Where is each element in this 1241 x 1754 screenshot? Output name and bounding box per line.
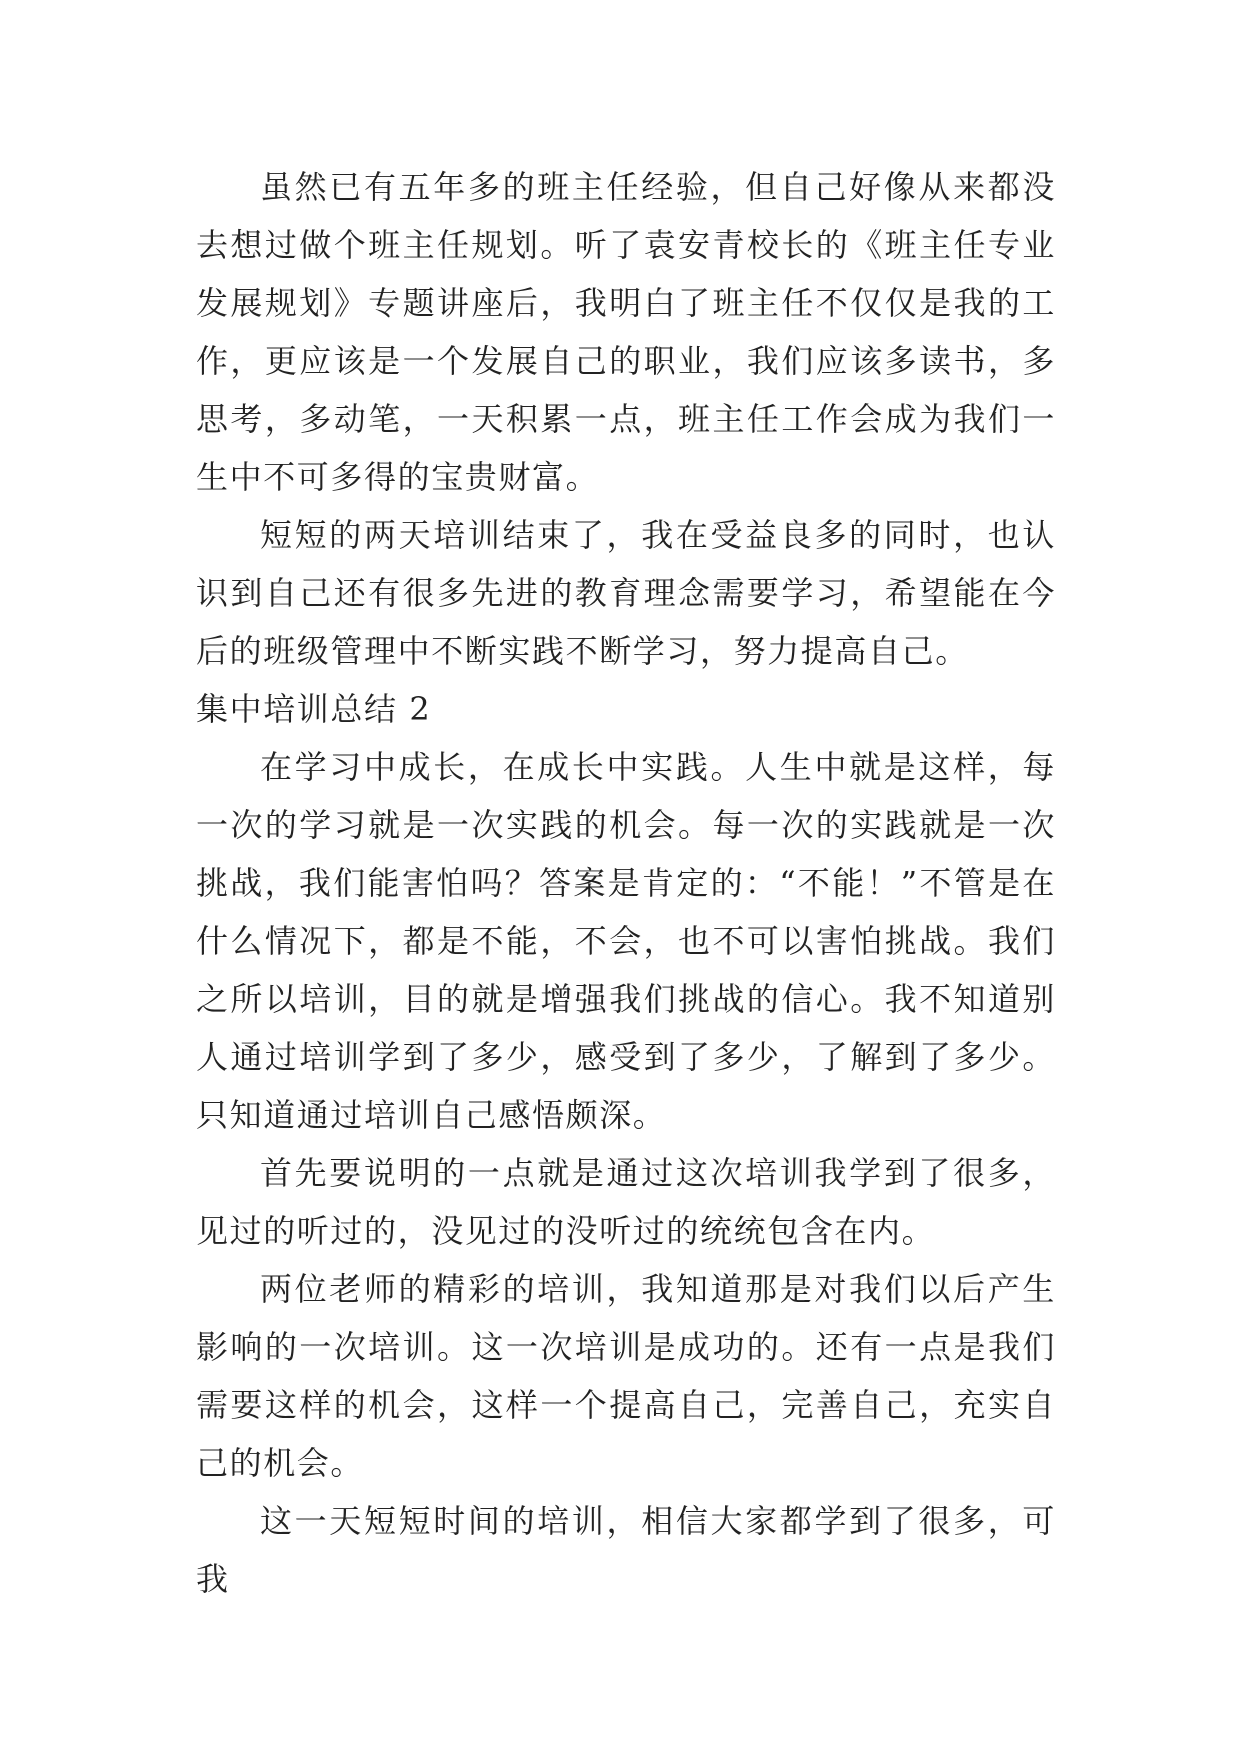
paragraph-planning: 虽然已有五年多的班主任经验，但自己好像从来都没去想过做个班主任规划。听了袁安青校长的《班主任专业发展规划》专题讲座后，我明白了班主任不仅仅是我的工作，更应该是一个发展自己的职业，我们应该多读书，多思考，多动笔，一天积累一点，班主任工作会成为我们一生中不可多得的宝贵财富。 <box>196 168 1056 496</box>
paragraph-training-end: 短短的两天培训结束了，我在受益良多的同时，也认识到自己还有很多先进的教育理念需要学习，希望能在今后的班级管理中不断实践不断学习，努力提高自己。 <box>196 516 1056 670</box>
paragraph-learned: 首先要说明的一点就是通过这次培训我学到了很多，见过的听过的，没见过的没听过的统统包含在内。 <box>196 1154 1056 1250</box>
paragraph-teachers: 两位老师的精彩的培训，我知道那是对我们以后产生影响的一次培训。这一次培训是成功的。还有一点是我们需要这样的机会，这样一个提高自己，完善自己，充实自己的机会。 <box>196 1270 1056 1482</box>
paragraph-one-day: 这一天短短时间的培训，相信大家都学到了很多，可我 <box>196 1502 1056 1598</box>
paragraph-growth: 在学习中成长，在成长中实践。人生中就是这样，每一次的学习就是一次实践的机会。每一次的实践就是一次挑战，我们能害怕吗？答案是肯定的：“不能！”不管是在什么情况下，都是不能，不会，也不可以害怕挑战。我们之所以培训，目的就是增强我们挑战的信心。我不知道别人通过培训学到了多少，感受到了多少，了解到了多少。只知道通过培训自己感悟颇深。 <box>196 748 1056 1134</box>
section-heading: 集中培训总结 2 <box>196 690 432 728</box>
document-body <box>196 158 1056 1608</box>
